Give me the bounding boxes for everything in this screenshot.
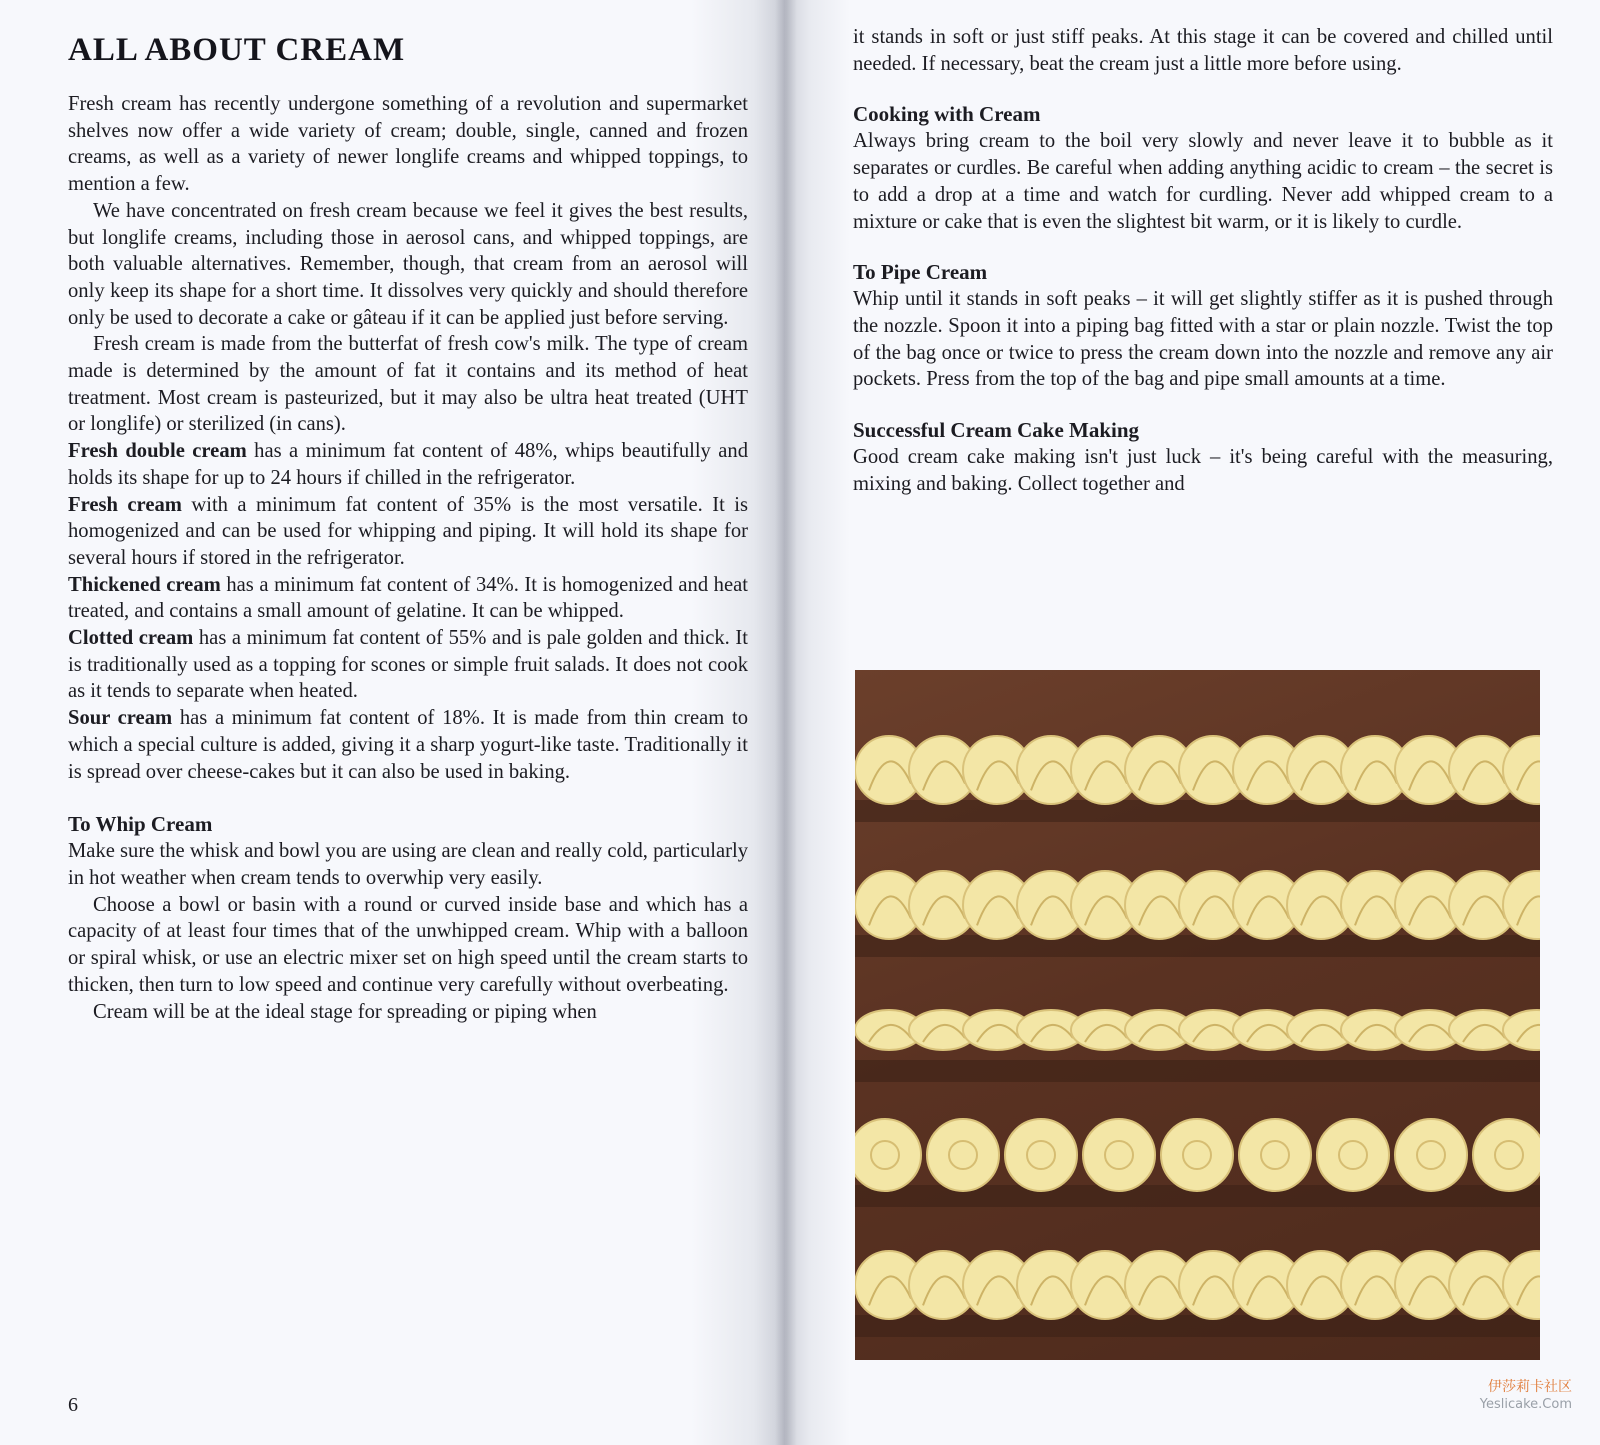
cream-rosette [1161,1119,1233,1191]
section-heading-cooking: Cooking with Cream [853,102,1041,127]
continuation-paragraph: it stands in soft or just stiff peaks. At this stage it can be covered and chilled until needed. If necessary, beat the cream just a little more before using. [853,26,1553,75]
cream-rosette [1239,1119,1311,1191]
section-heading-whip: To Whip Cream [68,812,213,837]
whip-paragraph: Make sure the whisk and bowl you are using are clean and really cold, particularly in hot weather when cream tends to overwhip very easily. [68,840,748,889]
cream-description: has a minimum fat content of 34%. It is homogenized and heat treated, and contains a small amount of gelatine. It can be whipped. [68,573,748,623]
cream-type-double [68,438,748,491]
row-shadow [855,1060,1540,1082]
page-number: 6 [68,1394,78,1416]
cream-rosette [1395,1119,1467,1191]
cream-term: Sour cream [68,707,173,730]
cream-rosette [1317,1119,1389,1191]
cream-rosette [1083,1119,1155,1191]
left-page [0,0,785,1445]
page-title: ALL ABOUT CREAM [68,32,406,68]
cake-paragraph: Good cream cake making isn't just luck – it's being careful with the measuring, mixing and baking. Collect together and [853,446,1553,495]
whip-paragraph: Cream will be at the ideal stage for spreading or piping when [93,1000,597,1023]
cream-row [855,871,1540,957]
piped-cream-photo [855,670,1540,1360]
cream-type-thickened [68,572,748,625]
cream-rosette [855,1119,921,1191]
intro-paragraph: Fresh cream has recently undergone something of a revolution and supermarket shelves now offer a wide variety of cream; double, single, canned and frozen creams, as well as a variety of newer longlife creams and whipped toppings, to mention a few. [68,93,748,196]
cream-description: has a minimum fat content of 55% and is pale golden and thick. It is traditionally used as a topping for scones or simple fruit salads. It does not cook as it tends to separate when heated. [68,627,748,703]
intro-paragraph: We have concentrated on fresh cream because we feel it gives the best results, but longlife creams, including those in aerosol cans, and whipped toppings, are both valuable alternatives. Remember, though, that cream from an aerosol will only keep its shape for a short time. It dissolves very quickly and should therefore only be used to decorate a cake or gâteau if it can be applied just before serving. [68,199,748,329]
book-gutter [775,0,797,1445]
watermark-english: Yeslicake.Com [1479,1397,1572,1412]
cream-row [855,1251,1540,1337]
cream-description: has a minimum fat content of 18%. It is made from thin cream to which a special culture is added, giving it a sharp yogurt-like taste. Traditionally it is spread over cheese-cakes but it can also be used in baking. [68,707,748,783]
cream-term: Thickened cream [68,573,221,596]
cream-description: has a minimum fat content of 48%, whips beautifully and holds its shape for up to 24 hours if chilled in the refrigerator. [68,440,748,489]
pipe-paragraph: Whip until it stands in soft peaks – it will get slightly stiffer as it is pushed through the nozzle. Spoon it into a piping bag fitted with a star or plain nozzle. Twist the top of the bag once or twice to press the cream down into the nozzle and remove any air pockets. Press from the top of the bag and pipe small amounts at a time. [853,288,1553,391]
cream-type-fresh [68,492,748,572]
section-heading-cake: Successful Cream Cake Making [853,418,1140,443]
cream-rosette [1005,1119,1077,1191]
cream-type-sour [68,705,748,785]
cream-term: Fresh double cream [68,440,247,463]
intro-paragraph: Fresh cream is made from the butterfat of fresh cow's milk. The type of cream made is determined by the amount of fat it contains and its method of heat treatment. Most cream is pasteurized, but it may also be ultra heat treated (UHT or longlife) or sterilized (in cans). [68,333,748,436]
watermark-chinese: 伊莎莉卡社区 [1488,1379,1572,1395]
cream-rosette [927,1119,999,1191]
cream-description: with a minimum fat content of 35% is the most versatile. It is homogenized and can be used for whipping and piping. It will hold its shape for several hours if stored in the refrigerator. [68,493,748,569]
right-column [853,24,1553,497]
cream-row [855,1010,1540,1082]
cream-term: Clotted cream [68,627,194,650]
piped-cream-illustration [855,670,1540,1360]
whip-paragraph: Choose a bowl or basin with a round or curved inside base and which has a capacity of at least four times that of the unwhipped cream. Whip with a balloon or spiral whisk, or use an electric mixer set on high speed until the cream starts to thicken, then turn to low speed and continue very carefully without overbeating. [68,893,748,996]
cream-rosette [1473,1119,1540,1191]
section-heading-pipe: To Pipe Cream [853,260,988,285]
cooking-paragraph: Always bring cream to the boil very slowly and never leave it to bubble as it separates or curdles. Be careful when adding anything acidic to cream – the secret is to add a drop at a time and watch for curdling. Never add whipped cream to a mixture or cake that is even the slightest bit warm, or it is likely to curdle. [853,130,1553,233]
cream-row [855,1119,1540,1207]
watermark [1462,1378,1572,1414]
left-column [68,32,748,1025]
cream-type-clotted [68,625,748,705]
cream-row [855,736,1540,822]
cream-term: Fresh cream [68,493,182,516]
